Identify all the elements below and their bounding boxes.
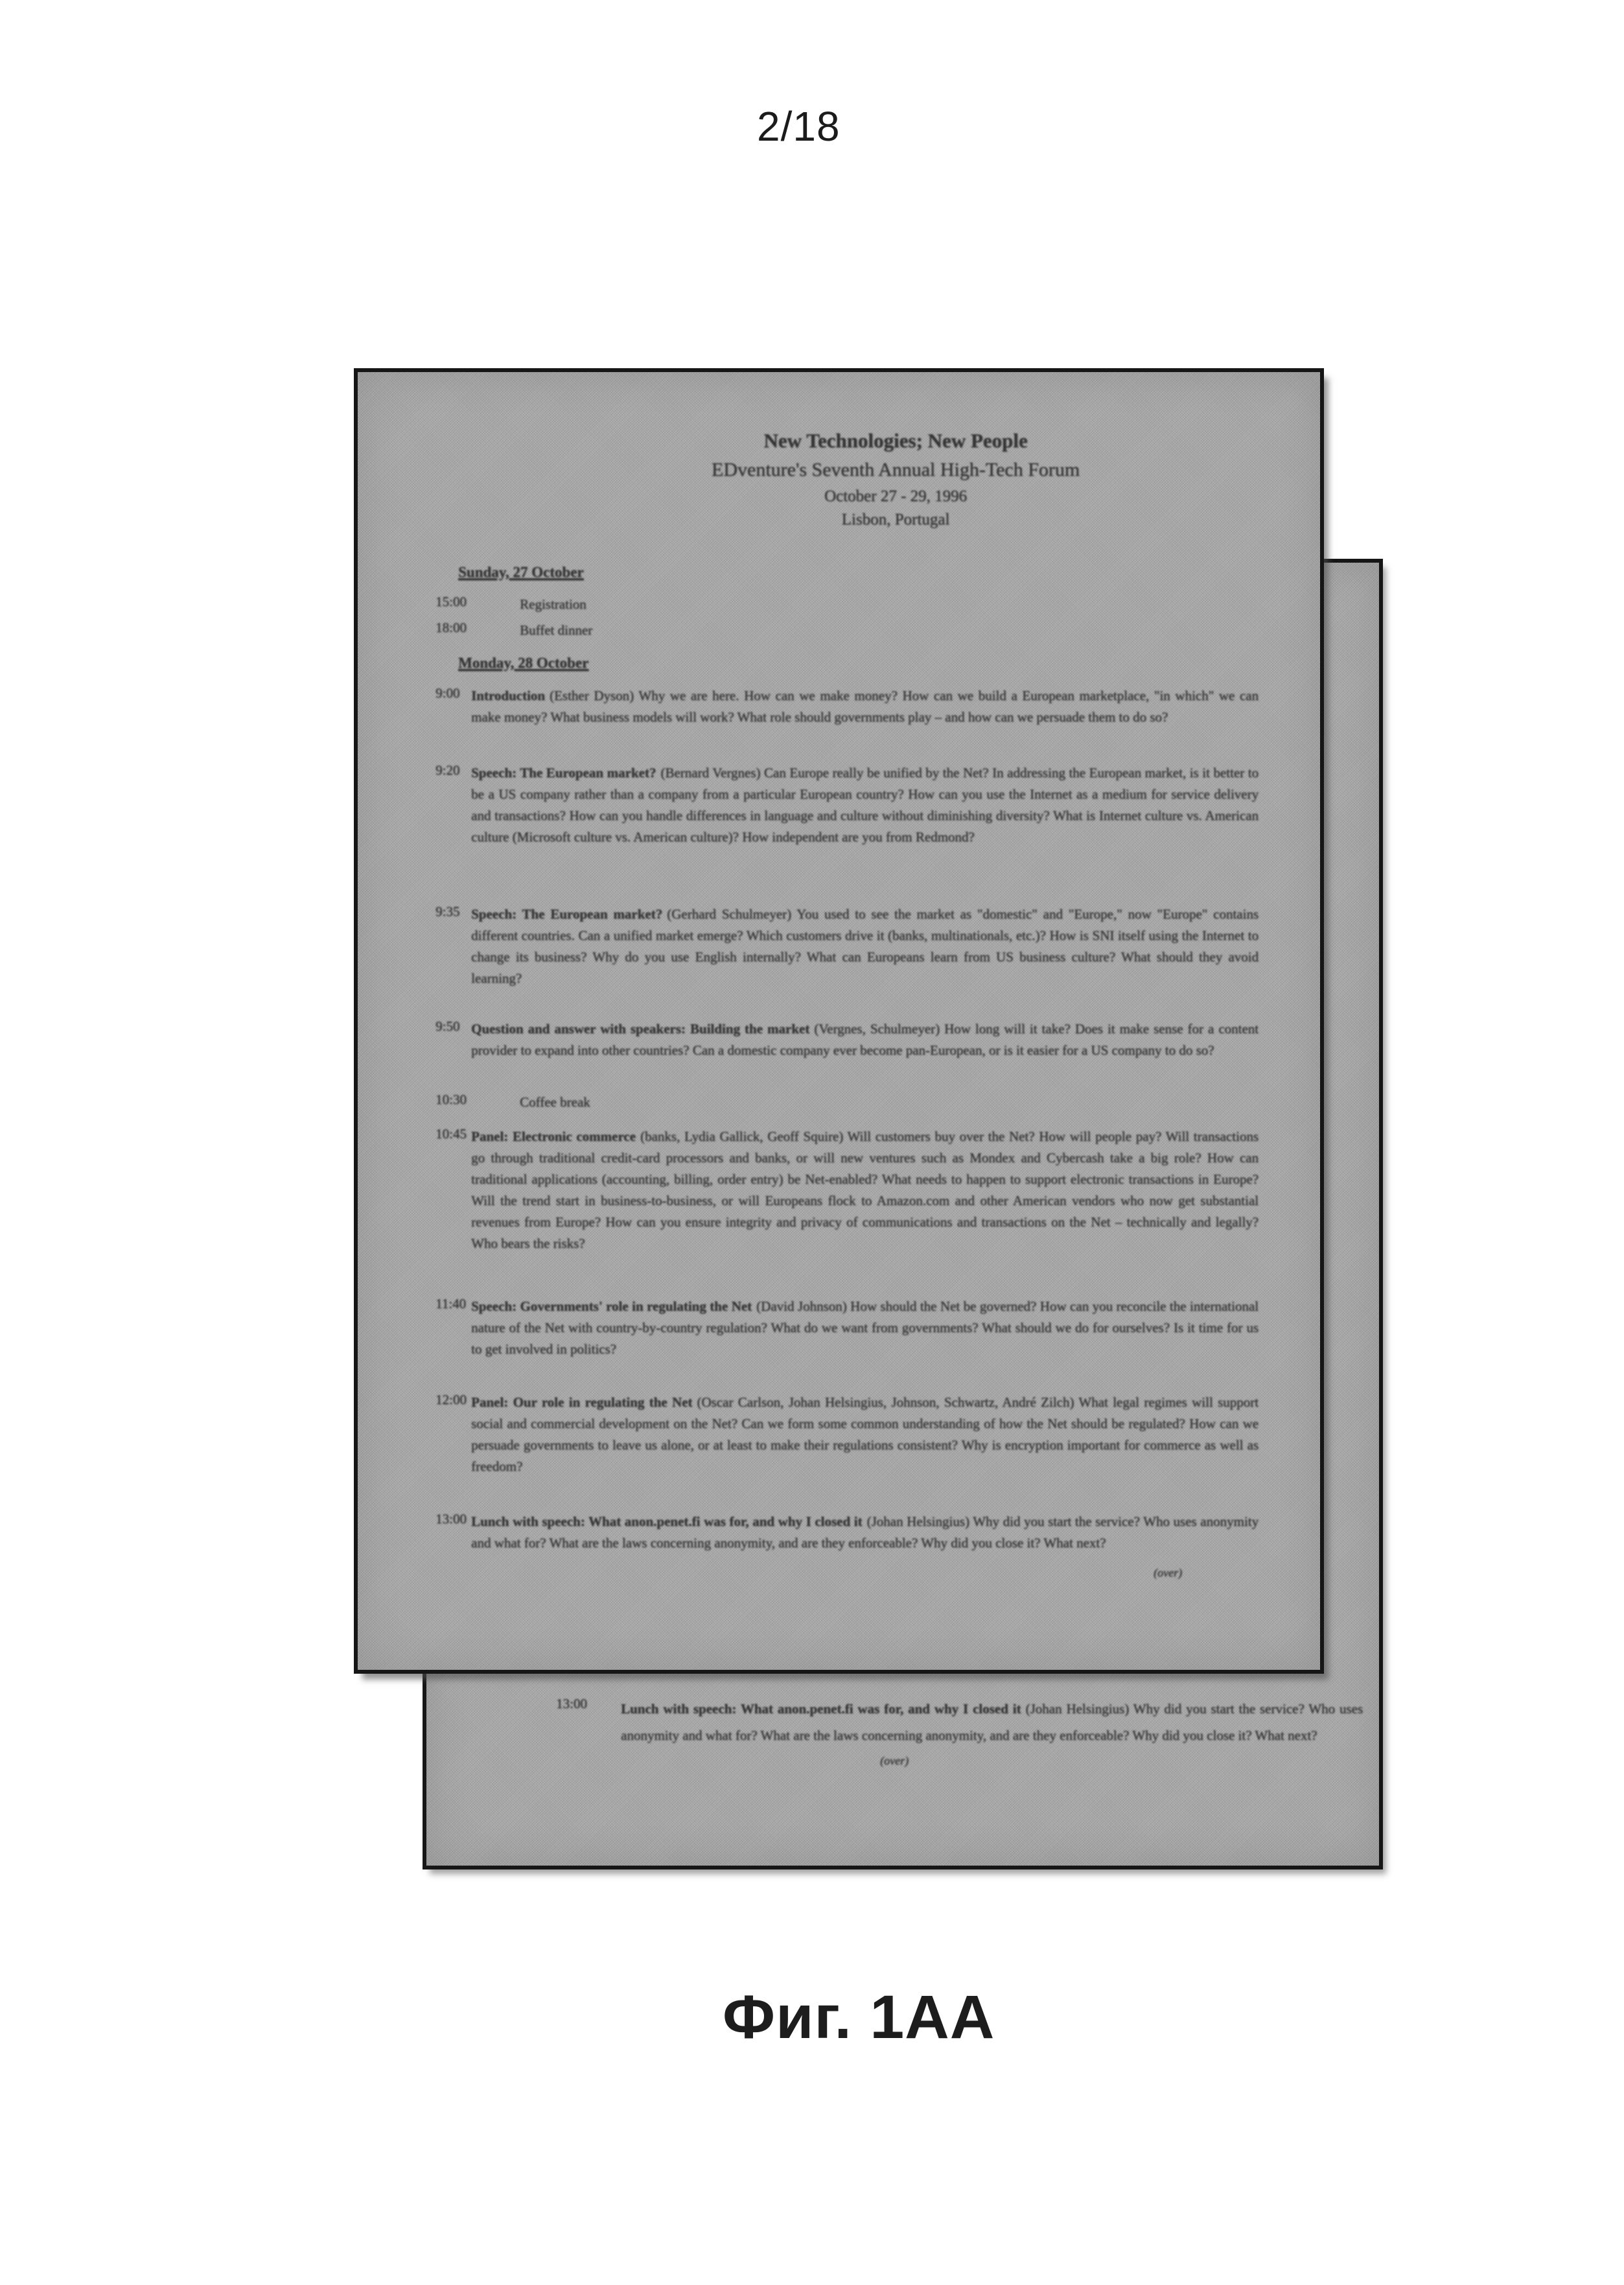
figure-caption: Фиг. 1АА	[723, 1983, 995, 2052]
entry-text	[621, 1696, 1363, 1749]
entry-text	[471, 1296, 1259, 1360]
entry-title: Lunch with speech: What anon.penet.fi was for, and why I closed it	[471, 1514, 863, 1529]
entry-description: (Johan Helsingius) Why did you start the service? Who uses anonymity and what for? What are the laws concerning anonymity, and are they enforceable? Why did you close it? What next?	[621, 1701, 1363, 1743]
time-cell: 9:35	[435, 904, 460, 919]
entry-text: Buffet dinner	[520, 622, 593, 638]
entry-text	[471, 904, 1259, 989]
time-cell: 9:20	[435, 762, 460, 778]
entry-text: Registration	[520, 596, 586, 612]
document-title-line-3: October 27 - 29, 1996	[824, 487, 968, 505]
entry-title: Panel: Our role in regulating the Net	[471, 1394, 693, 1410]
entry-text	[471, 685, 1259, 728]
entry-description: (Johan Helsingius) Why did you start the service? Who uses anonymity and what for? What are the laws concerning anonymity, and are they enforceable? Why did you close it? What next?	[471, 1514, 1259, 1551]
time-cell: 12:00	[435, 1392, 467, 1407]
entry-description: (Gerhard Schulmeyer) You used to see the market as "domestic" and "Europe," now "Europe" contains different countries. Can a unified market emerge? Which customers drive it (banks, multinationals, etc.)? How is SNI itself using the Internet to change its business? Why do you use English internally? What can Europeans learn from US business culture? What should they avoid learning?	[471, 906, 1259, 986]
time-cell: 13:00	[556, 1696, 587, 1711]
day-heading-monday: Monday, 28 October	[458, 655, 589, 671]
entry-description: (Vergnes, Schulmeyer) How long will it take? Does it make sense for a content provider to expand into other countries? Can a domestic company ever become pan-European, or is it easier for a US company to do so?	[471, 1021, 1259, 1058]
document-title-line-1: New Technologies; New People	[763, 429, 1028, 452]
entry-text: Coffee break	[520, 1094, 590, 1110]
sheet-number: 2/18	[757, 103, 841, 150]
day-heading-sunday: Sunday, 27 October	[458, 564, 584, 580]
document-title-block	[610, 429, 1181, 529]
time-cell: 10:30	[435, 1092, 467, 1107]
entry-description: (David Johnson) How should the Net be governed? How can you reconcile the international nature of the Net with country-by-country regulation? What do we want from governments? What should we do for ourselves? Is it time for us to get involved in politics?	[471, 1298, 1259, 1357]
entry-title: Speech: The European market?	[471, 906, 663, 922]
document-title-line-2: EDventure's Seventh Annual High-Tech Forum	[711, 459, 1080, 480]
entry-text	[471, 1392, 1259, 1477]
entry-title: Panel: Electronic commerce	[471, 1129, 636, 1144]
time-cell: 10:45	[435, 1126, 467, 1142]
time-cell: 11:40	[435, 1296, 467, 1311]
entry-description: (Bernard Vergnes) Can Europe really be unified by the Net? In addressing the European market, is it better to be a US company rather than a company from a particular European country? How can you use the Internet as a medium for service delivery and transactions? How can you handle differences in language and culture without diminishing diversity? What is Internet culture vs. American culture (Microsoft culture vs. American culture)? How independent are you from Redmond?	[471, 765, 1259, 845]
time-cell: 9:50	[435, 1018, 460, 1034]
entry-title: Introduction	[471, 688, 545, 703]
scanned-page-front-content	[358, 372, 1320, 1670]
entry-title: Question and answer with speakers: Building the market	[471, 1021, 810, 1037]
time-cell: 18:00	[435, 620, 467, 635]
over-note: (over)	[880, 1754, 909, 1767]
scanned-page-front	[354, 368, 1324, 1674]
document-title-line-4: Lisbon, Portugal	[841, 511, 950, 528]
entry-title: Speech: Governments' role in regulating the Net	[471, 1298, 752, 1314]
entry-text	[471, 1126, 1259, 1254]
entry-description: (Esther Dyson) Why we are here. How can we make money? How can we build a European marketplace, "in which" we can make money? What business models will work? What role should governments play – and how can we persuade them to do so?	[471, 688, 1259, 725]
time-cell: 9:00	[435, 685, 460, 701]
entry-title: Lunch with speech: What anon.penet.fi was for, and why I closed it	[621, 1701, 1021, 1717]
entry-description: (Oscar Carlson, Johan Helsingius, Johnson, Schwartz, André Zilch) What legal regimes will support social and commercial development on the Net? Can we form some common understanding of how the Net should be regulated? How can we persuade governments to leave us alone, or at least to make their regulations consistent? Why is encryption important for commerce as well as freedom?	[471, 1394, 1259, 1474]
entry-description: (banks, Lydia Gallick, Geoff Squire) Will customers buy over the Net? How will people pay? Will transactions go through traditional credit-card processors and banks, or will new ventures such as Mondex and Cybercash take a big role? How can traditional applications (accounting, billing, order entry) be Net-enabled? What needs to happen to support electronic transactions in Europe? Will the trend start in business-to-business, or will Europeans flock to Amazon.com and other American vendors who now get substantial revenues from Europe? How can you ensure integrity and privacy of communications and transactions on the Net – technically and legally? Who bears the risks?	[471, 1129, 1259, 1251]
entry-text	[471, 1018, 1259, 1061]
time-cell: 13:00	[435, 1511, 467, 1527]
time-cell: 15:00	[435, 594, 467, 609]
entry-text	[471, 762, 1259, 848]
entry-text	[471, 1511, 1259, 1554]
entry-title: Speech: The European market?	[471, 765, 656, 780]
over-note: (over)	[1154, 1566, 1182, 1579]
